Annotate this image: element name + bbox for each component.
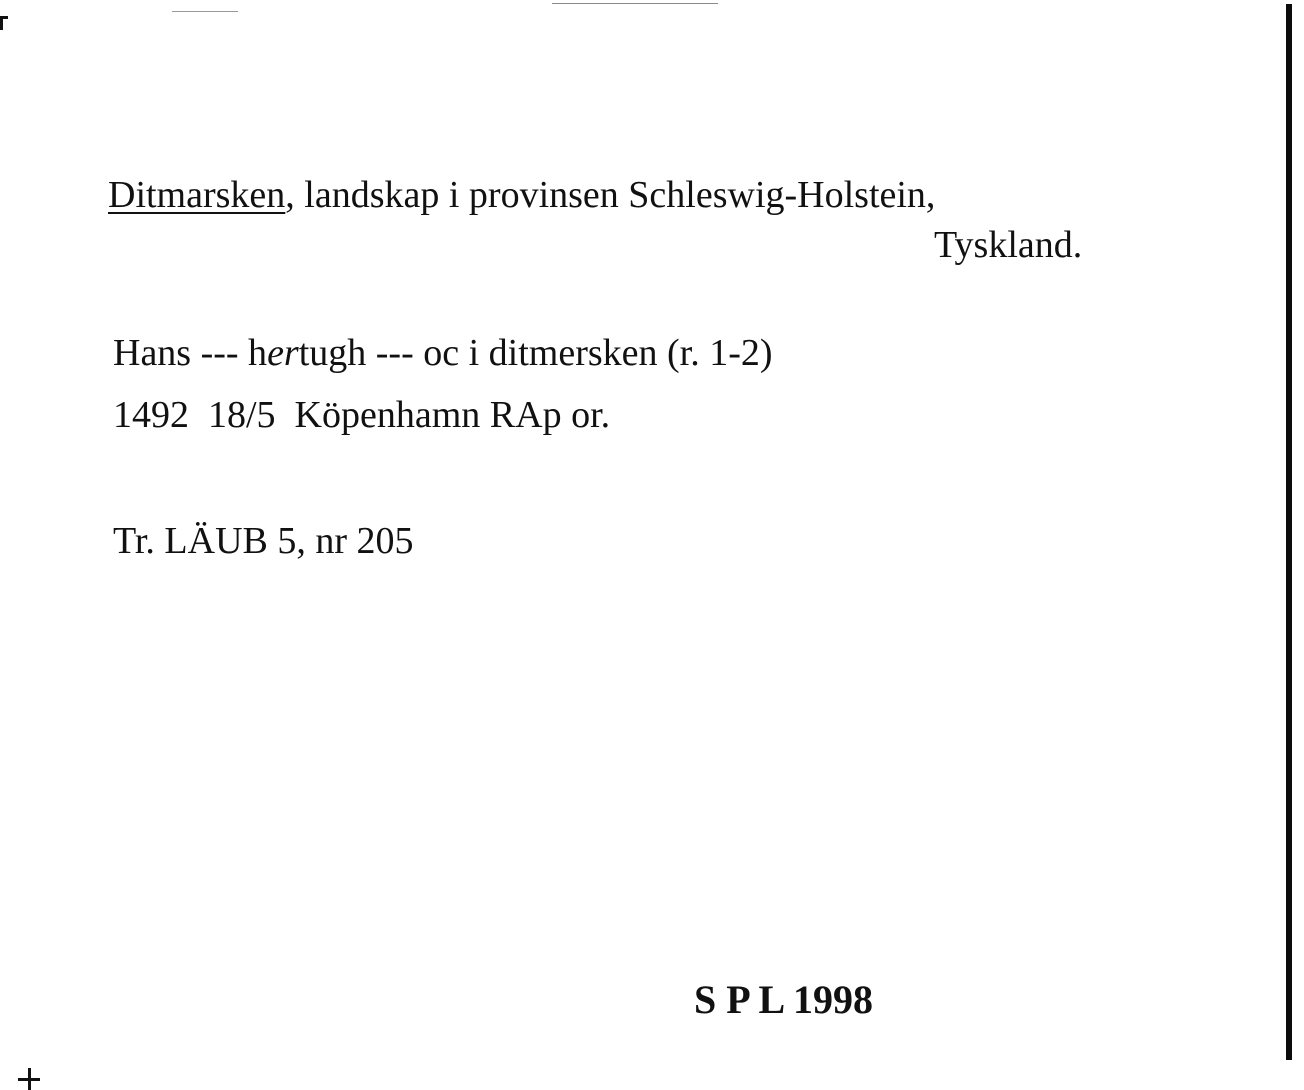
source-reference: Tr. LÄUB 5, nr 205 — [113, 520, 414, 562]
scan-artifact — [552, 3, 718, 4]
card-edge-line — [1286, 4, 1292, 1060]
corner-mark-bottom-left — [18, 1068, 40, 1090]
scan-artifact — [172, 11, 238, 12]
entry-heading — [108, 176, 935, 214]
entry-description: , landskap i provinsen Schleswig-Holstein, — [285, 174, 936, 216]
entry-term: Ditmarsken — [108, 174, 286, 216]
quotation — [113, 334, 773, 372]
corner-mark-top-left — [0, 16, 8, 30]
quotation-italic-part: er — [267, 332, 299, 374]
signature: S P L 1998 — [694, 977, 873, 1022]
quotation-part: tugh --- oc i ditmersken (r. 1-2) — [298, 332, 773, 374]
quotation-part: Hans --- h — [113, 332, 268, 374]
date-place: 1492 18/5 Köpenhamn RAp or. — [113, 394, 611, 436]
entry-country: Tyskland. — [934, 224, 1083, 266]
